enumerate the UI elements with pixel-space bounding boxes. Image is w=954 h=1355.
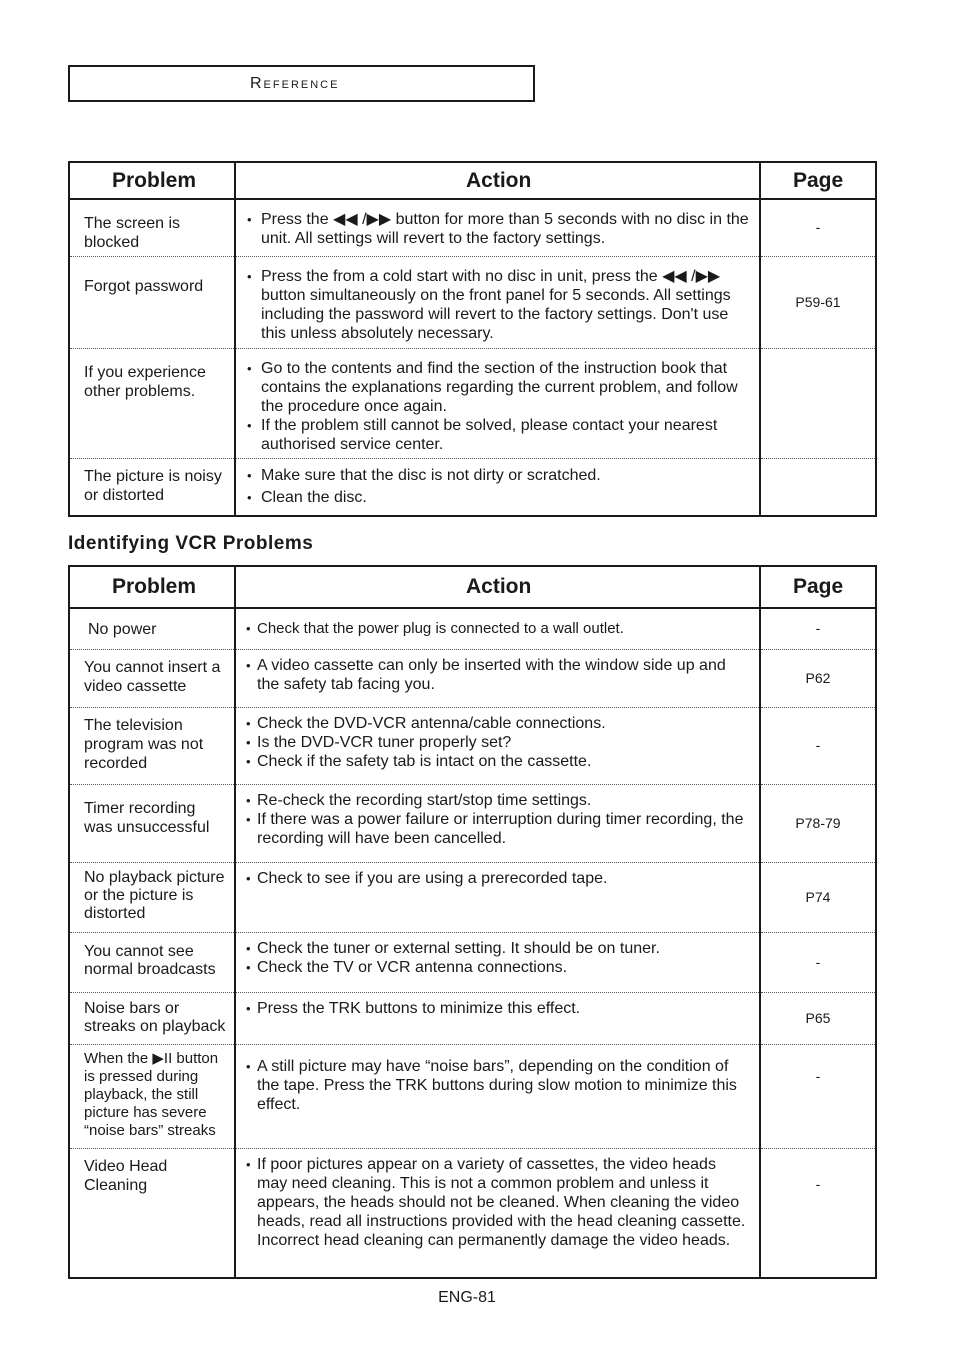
action-cell — [235, 707, 760, 784]
action-item: • Check to see if you are using a prerecorded tape. — [246, 869, 749, 888]
problem-cell: The television program was not recorded — [69, 707, 235, 784]
problem-cell: If you experience other problems. — [69, 348, 235, 458]
action-cell — [235, 784, 760, 862]
problem-cell: When the ▶II button is pressed during playback, the still picture has severe “noise bars” streaks — [69, 1044, 235, 1148]
action-cell — [235, 992, 760, 1044]
action-cell — [235, 256, 760, 348]
action-item: • A still picture may have “noise bars”, depending on the condition of the tape. Press the TRK buttons during slow motion to minimize this effect. — [246, 1057, 749, 1114]
action-cell — [235, 458, 760, 516]
action-cell — [235, 199, 760, 256]
section-header-box — [68, 65, 535, 102]
page-cell: - — [760, 1044, 876, 1148]
header-page: Page — [760, 566, 876, 608]
page-cell: - — [760, 707, 876, 784]
table-row — [69, 348, 876, 458]
table-row — [69, 992, 876, 1044]
action-item: • Check the tuner or external setting. It should be on tuner. — [246, 939, 749, 958]
action-item: • Check the DVD-VCR antenna/cable connections. — [246, 714, 749, 733]
problem-cell: Timer recording was unsuccessful — [69, 784, 235, 862]
header-problem: Problem — [69, 566, 235, 608]
action-item: • Press the from a cold start with no disc in unit, press the ◀◀ /▶▶ button simultaneously on the front panel for 5 seconds. All settings including the password will revert to the factory settings. Don't use this unless absolutely necessary. — [246, 267, 749, 343]
table-row — [69, 862, 876, 932]
page-number: ENG-81 — [438, 1289, 496, 1306]
page-cell: - — [760, 1148, 876, 1278]
action-cell — [235, 608, 760, 649]
table-row — [69, 199, 876, 256]
action-cell — [235, 932, 760, 992]
page-cell — [760, 458, 876, 516]
page-cell: P62 — [760, 649, 876, 707]
table-row — [69, 1148, 876, 1278]
page-cell: P78-79 — [760, 784, 876, 862]
action-item: • Go to the contents and find the section of the instruction book that contains the explanations regarding the current problem, and follow the procedure once again. — [246, 359, 749, 416]
action-item: • Re-check the recording start/stop time settings. — [246, 791, 749, 810]
action-item: • If there was a power failure or interruption during timer recording, the recording will have been cancelled. — [246, 810, 749, 848]
table-row — [69, 932, 876, 992]
problem-cell: Forgot password — [69, 256, 235, 348]
problem-cell: No playback picture or the picture is distorted — [69, 862, 235, 932]
action-item: • Check that the power plug is connected to a wall outlet. — [246, 619, 749, 638]
problem-cell: The picture is noisy or distorted — [69, 458, 235, 516]
page-cell: P65 — [760, 992, 876, 1044]
action-item: • Make sure that the disc is not dirty or scratched. — [246, 465, 749, 487]
table-row — [69, 608, 876, 649]
table-row — [69, 784, 876, 862]
problem-cell: The screen is blocked — [69, 199, 235, 256]
action-item: • Press the TRK buttons to minimize this effect. — [246, 999, 749, 1018]
action-item: • A video cassette can only be inserted with the window side up and the safety tab facing you. — [246, 656, 749, 694]
section-title: Identifying VCR Problems — [68, 533, 314, 554]
action-item: • If the problem still cannot be solved, please contact your nearest authorised service center. — [246, 416, 749, 454]
action-cell — [235, 1044, 760, 1148]
table-row — [69, 458, 876, 516]
action-cell — [235, 862, 760, 932]
header-page: Page — [760, 162, 876, 199]
problem-cell: Video Head Cleaning — [69, 1148, 235, 1278]
problem-cell: Noise bars or streaks on playback — [69, 992, 235, 1044]
page-cell: P74 — [760, 862, 876, 932]
page-cell: - — [760, 199, 876, 256]
section-header: Reference — [250, 75, 340, 92]
header-action: Action — [235, 566, 760, 608]
page-cell — [760, 348, 876, 458]
problem-cell: You cannot see normal broadcasts — [69, 932, 235, 992]
action-cell — [235, 1148, 760, 1278]
action-cell — [235, 649, 760, 707]
table-row — [69, 649, 876, 707]
table-header-row — [69, 162, 876, 199]
table-row — [69, 1044, 876, 1148]
action-item: • Is the DVD-VCR tuner properly set? — [246, 733, 749, 752]
table-row — [69, 707, 876, 784]
action-item: • Check if the safety tab is intact on the cassette. — [246, 752, 749, 771]
header-action: Action — [235, 162, 760, 199]
header-problem: Problem — [69, 162, 235, 199]
action-item: • Press the ◀◀ /▶▶ button for more than 5 seconds with no disc in the unit. All settings will revert to the factory settings. — [246, 210, 749, 248]
table-header-row — [69, 566, 876, 608]
dvd-problems-table — [68, 161, 877, 517]
page-cell: - — [760, 932, 876, 992]
page-cell: - — [760, 608, 876, 649]
problem-cell: You cannot insert a video cassette — [69, 649, 235, 707]
table-row — [69, 256, 876, 348]
page-cell: P59-61 — [760, 256, 876, 348]
action-item: • If poor pictures appear on a variety of cassettes, the video heads may need cleaning. This is not a common problem and unless it appears, the heads should not be cleaned. When cleaning the video heads, read all instructions provided with the head cleaning cassette. Incorrect head cleaning can permanently damage the video heads. — [246, 1155, 749, 1250]
problem-cell: No power — [69, 608, 235, 649]
vcr-problems-table — [68, 565, 877, 1279]
action-cell — [235, 348, 760, 458]
action-item: • Check the TV or VCR antenna connections. — [246, 958, 749, 977]
action-item: • Clean the disc. — [246, 487, 749, 509]
